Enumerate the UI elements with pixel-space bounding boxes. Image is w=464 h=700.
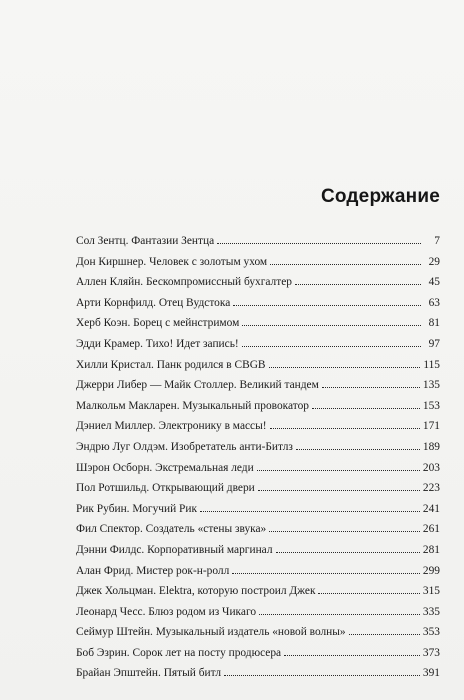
toc-entry-title: Брайан Эпштейн. Пятый битл	[76, 667, 222, 680]
toc-entry-page-number: 261	[422, 523, 440, 536]
toc-entry-title: Джек Хольцман. Elektra, которую построил Джек	[76, 585, 316, 598]
toc-entry	[76, 499, 440, 520]
toc-entry	[76, 313, 440, 334]
dot-leader	[232, 573, 420, 574]
dot-leader	[322, 387, 420, 388]
toc-entry-page-number: 171	[422, 420, 440, 433]
toc-entry	[76, 231, 440, 252]
toc-entry-page-number: 353	[422, 626, 440, 639]
dot-leader	[257, 470, 420, 471]
dot-leader	[224, 675, 420, 676]
toc-entry-page-number: 81	[428, 317, 440, 330]
dot-leader	[295, 284, 421, 285]
dot-leader	[296, 449, 420, 450]
toc-entry	[76, 272, 440, 293]
toc-entry	[76, 334, 440, 355]
toc-entry-title: Шэрон Осборн. Экстремальная леди	[76, 461, 254, 474]
toc-entry-title: Пол Ротшильд. Открывающий двери	[76, 482, 255, 495]
dot-leader	[200, 511, 420, 512]
toc-entry-page-number: 335	[422, 605, 440, 618]
toc-entry-page-number: 45	[428, 276, 440, 289]
toc-entry-title: Рик Рубин. Могучий Рик	[76, 502, 198, 515]
toc-entry-title: Малкольм Макларен. Музыкальный провокатор	[76, 399, 310, 412]
toc-entry-page-number: 63	[428, 296, 440, 309]
toc-entry-page-number: 373	[422, 646, 440, 659]
toc-entry-page-number: 299	[422, 564, 440, 577]
toc-entry-page-number: 153	[422, 399, 440, 412]
dot-leader	[349, 634, 420, 635]
toc-entry	[76, 416, 440, 437]
toc-entry-page-number: 315	[422, 585, 440, 598]
toc-entry-page-number: 391	[422, 667, 440, 680]
toc-entry-page-number: 97	[428, 337, 440, 350]
toc-entry	[76, 519, 440, 540]
toc-entry-title: Боб Эзрин. Сорок лет на посту продюсера	[76, 646, 282, 659]
toc-entry-page-number: 29	[428, 255, 440, 268]
toc-entry	[76, 643, 440, 664]
toc-entry	[76, 458, 440, 479]
toc-entry-page-number: 115	[423, 358, 440, 371]
dot-leader	[318, 593, 419, 594]
toc-entry-title: Дэнни Филдс. Корпоративный маргинал	[76, 543, 273, 556]
dot-leader	[284, 655, 420, 656]
toc-entry	[76, 581, 440, 602]
toc-entry-title: Хилли Кристал. Панк родился в CBGB	[76, 358, 266, 371]
dot-leader	[242, 325, 421, 326]
toc-entry	[76, 355, 440, 376]
toc-entry-page-number: 241	[422, 502, 440, 515]
toc-entry	[76, 293, 440, 314]
page-title: Содержание	[320, 186, 440, 207]
toc-entry-page-number: 203	[422, 461, 440, 474]
toc-entry	[76, 622, 440, 643]
toc-entry-title: Эдди Крамер. Тихо! Идет запись!	[76, 337, 239, 350]
dot-leader	[312, 408, 420, 409]
toc-entry-page-number: 281	[422, 543, 440, 556]
toc-entry-page-number: 223	[422, 482, 440, 495]
toc-entry	[76, 396, 440, 417]
dot-leader	[269, 367, 421, 368]
dot-leader	[233, 305, 421, 306]
toc-entry	[76, 663, 440, 684]
dot-leader	[258, 490, 420, 491]
toc-entry-page-number: 189	[422, 440, 440, 453]
toc-entry	[76, 602, 440, 623]
dot-leader	[269, 531, 420, 532]
toc-entry-title: Херб Коэн. Борец с мейнстримом	[76, 317, 240, 330]
toc-entry	[76, 252, 440, 273]
toc-entry-title: Дэниел Миллер. Электронику в массы!	[76, 420, 267, 433]
toc-entry-title: Фил Спектор. Создатель «стены звука»	[76, 523, 267, 536]
toc-entry-title: Леонард Чесс. Блюз родом из Чикаго	[76, 605, 257, 618]
dot-leader	[270, 264, 421, 265]
toc-entry-title: Аллен Кляйн. Бескомпромиссный бухгалтер	[76, 276, 292, 289]
toc-entry-title: Сеймур Штейн. Музыкальный издатель «новой волны»	[76, 626, 346, 639]
toc-entry-title: Джерри Либер — Майк Столлер. Великий тандем	[76, 379, 319, 392]
toc-entry-title: Арти Корнфилд. Отец Вудстока	[76, 296, 231, 309]
toc-entry	[76, 375, 440, 396]
toc-entry-page-number: 7	[434, 235, 440, 247]
toc-entry-title: Эндрю Луг Олдэм. Изобретатель анти-Битлз	[76, 440, 293, 453]
toc-entry-title: Сол Зентц. Фантазии Зентца	[76, 235, 215, 247]
dot-leader	[242, 346, 421, 347]
table-of-contents	[76, 231, 440, 684]
toc-entry	[76, 561, 440, 582]
dot-leader	[259, 614, 420, 615]
toc-entry-title: Алан Фрид. Мистер рок-н-ролл	[76, 564, 230, 577]
toc-entry	[76, 478, 440, 499]
toc-entry	[76, 540, 440, 561]
toc-entry-page-number: 135	[422, 379, 440, 392]
dot-leader	[217, 243, 421, 244]
dot-leader	[270, 428, 420, 429]
toc-entry-title: Дон Киршнер. Человек с золотым ухом	[76, 255, 268, 268]
toc-entry	[76, 437, 440, 458]
dot-leader	[276, 552, 420, 553]
